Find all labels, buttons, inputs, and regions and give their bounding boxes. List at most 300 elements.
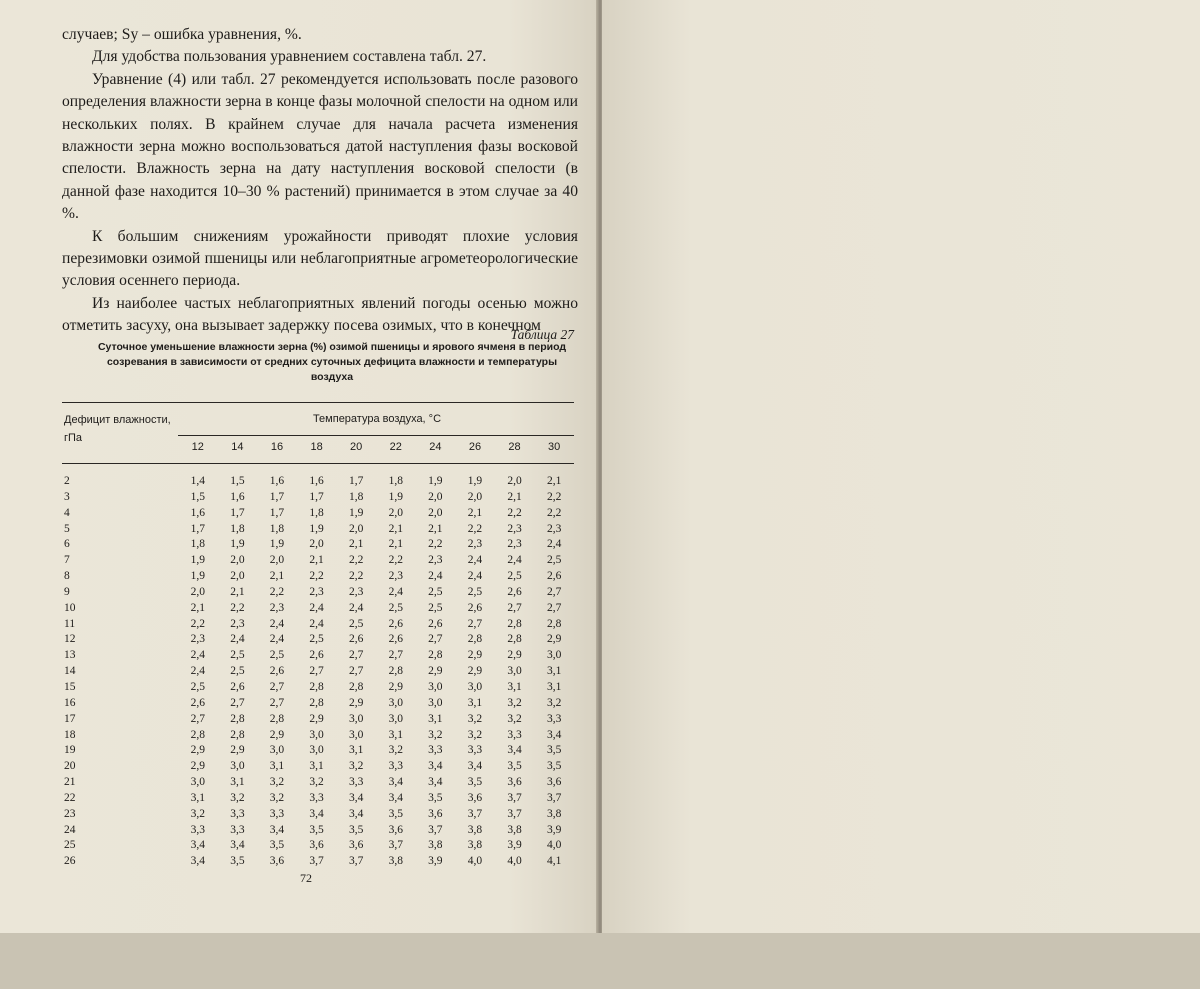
row-key-cell: 5: [64, 522, 70, 535]
table-cell: 2,0: [507, 475, 522, 487]
row-key-cell: 7: [64, 554, 70, 567]
temperature-header-cell: 26: [468, 441, 482, 453]
table-cell: 2,0: [348, 522, 364, 535]
table-row: [62, 601, 574, 617]
table-cell: 3,0: [230, 760, 245, 773]
table-cell: 3,5: [546, 760, 562, 773]
table-cell: 2,9: [230, 744, 245, 757]
table-cell: 2,4: [309, 601, 324, 614]
table-row: [62, 854, 574, 870]
table-cell: 2,9: [388, 680, 403, 693]
table-cell: 3,8: [388, 855, 403, 868]
row-key-cell: 21: [64, 776, 76, 789]
table-cell: 3,4: [348, 807, 364, 820]
page-number: 72: [300, 871, 312, 885]
table-cell: 3,4: [230, 839, 245, 852]
table-row: [62, 791, 574, 807]
table-cell: 2,0: [269, 554, 285, 567]
table-row: [62, 553, 574, 569]
table-cell: 3,3: [507, 728, 522, 741]
table-cell: 3,3: [467, 744, 483, 757]
table-cell: 2,8: [230, 728, 245, 741]
table-cell: 1,9: [230, 538, 245, 551]
row-key-cell: 14: [64, 665, 76, 678]
table-cell: 1,9: [388, 490, 403, 503]
table-body: [62, 464, 574, 870]
table-cell: 2,4: [507, 554, 522, 567]
table-cell: 3,4: [428, 760, 443, 773]
table-cell: 2,8: [230, 712, 245, 725]
table-cell: 2,9: [190, 744, 205, 757]
table-cell: 3,1: [546, 665, 562, 678]
table-cell: 2,6: [269, 665, 285, 678]
table-cell: 3,7: [309, 855, 324, 868]
table-cell: 2,6: [546, 570, 562, 583]
row-key-cell: 11: [64, 617, 76, 630]
table-cell: 3,4: [269, 823, 285, 836]
table-row: [62, 506, 574, 522]
table-row: [62, 743, 574, 759]
temperature-header-cell: 28: [508, 441, 521, 453]
row-key-cell: 10: [64, 601, 76, 614]
table-cell: 3,2: [388, 744, 403, 757]
right-page: [602, 0, 1200, 933]
header-subrule: [178, 435, 574, 436]
table-row: [62, 585, 574, 601]
table-cell: 2,7: [388, 649, 403, 662]
table-cell: 2,9: [269, 728, 285, 741]
table-cell: 2,3: [190, 633, 205, 646]
table-cell: 3,6: [309, 839, 324, 852]
table-cell: 2,9: [467, 649, 483, 662]
table-cell: 1,9: [467, 475, 483, 487]
row-key-cell: 8: [64, 570, 70, 583]
table-cell: 3,9: [428, 855, 443, 868]
table-cell: 1,7: [309, 490, 324, 503]
table-cell: 3,6: [388, 823, 403, 836]
table-cell: 2,9: [428, 665, 443, 678]
table-cell: 2,2: [348, 570, 364, 583]
table-cell: 2,7: [230, 696, 245, 709]
table-cell: 1,4: [190, 475, 205, 487]
paragraph: Из наиболее частых неблагоприятных явлений погоды осенью можно отметить засуху, она вызывает задержку посева озимых, что в конечном: [62, 294, 578, 335]
table-cell: 3,8: [546, 807, 562, 820]
table-cell: 2,5: [388, 601, 403, 614]
table-cell: 2,2: [388, 554, 403, 567]
table-cell: 2,1: [467, 506, 483, 519]
temperature-columns: [178, 441, 574, 453]
table-cell: 3,0: [388, 696, 403, 709]
table-cell: 2,5: [546, 554, 562, 567]
table-cell: 3,7: [467, 807, 483, 820]
table-cell: 2,2: [190, 617, 205, 630]
table-cell: 2,8: [428, 649, 443, 662]
table-cell: 2,4: [467, 554, 483, 567]
table-row: [62, 474, 574, 490]
row-key-cell: 4: [64, 506, 70, 519]
table-row: [62, 759, 574, 775]
table-cell: 4,0: [507, 855, 522, 868]
table-cell: 3,2: [507, 712, 522, 725]
table-cell: 2,4: [190, 649, 205, 662]
table-row: [62, 680, 574, 696]
row-key-cell: 18: [64, 728, 76, 741]
table-cell: 3,5: [388, 807, 403, 820]
table-cell: 2,2: [467, 522, 483, 535]
table-cell: 1,8: [309, 506, 324, 519]
table-cell: 2,7: [428, 633, 443, 646]
table-cell: 4,0: [467, 855, 483, 868]
table-cell: 1,7: [269, 490, 285, 503]
table-cell: 2,5: [507, 570, 522, 583]
table-cell: 2,0: [230, 570, 245, 583]
table-title: Суточное уменьшение влажности зерна (%) озимой пшеницы и ярового ячменя в период созревания в зависимости от средних суточных дефицита влажности и температуры воздуха: [97, 341, 567, 383]
table-cell: 3,3: [428, 744, 443, 757]
table-cell: 3,0: [348, 728, 364, 741]
table-cell: 2,5: [230, 665, 245, 678]
column-header-deficit: Дефицит влажности, гПа: [64, 414, 171, 444]
table-cell: 2,6: [507, 585, 522, 598]
table-cell: 3,4: [428, 776, 443, 789]
table-cell: 3,4: [388, 776, 403, 789]
table-cell: 2,7: [507, 601, 522, 614]
table-cell: 1,8: [230, 522, 245, 535]
table-cell: 2,1: [388, 522, 403, 535]
table-cell: 3,0: [428, 680, 443, 693]
table-cell: 2,6: [190, 696, 205, 709]
table-cell: 3,0: [348, 712, 364, 725]
table-cell: 3,1: [507, 680, 522, 693]
row-key-cell: 16: [64, 696, 76, 709]
table-cell: 3,3: [269, 807, 285, 820]
row-key-cell: 15: [64, 680, 76, 693]
table-row: [62, 775, 574, 791]
temperature-header-cell: 30: [548, 441, 561, 453]
row-key-cell: 17: [64, 712, 76, 725]
table-cell: 3,4: [546, 728, 562, 741]
table-cell: 2,2: [269, 585, 285, 598]
table-cell: 1,8: [190, 538, 205, 551]
table-cell: 2,3: [467, 538, 483, 551]
left-page-text: [62, 24, 578, 338]
temperature-header-cell: 24: [429, 441, 442, 453]
temperature-header-cell: 18: [310, 441, 323, 453]
table-cell: 2,7: [348, 649, 364, 662]
table-cell: 2,0: [309, 538, 324, 551]
table-cell: 2,2: [309, 570, 324, 583]
table-cell: 3,8: [507, 823, 522, 836]
row-key-cell: 26: [64, 855, 76, 868]
table-cell: 2,5: [428, 601, 443, 614]
table-cell: 3,5: [467, 776, 483, 789]
table-cell: 2,2: [348, 554, 364, 567]
table-cell: 3,7: [388, 839, 403, 852]
table-cell: 2,1: [309, 554, 324, 567]
table-cell: 2,7: [467, 617, 483, 630]
table-cell: 3,6: [467, 791, 483, 804]
table-cell: 3,3: [190, 823, 205, 836]
temperature-header-cell: 20: [350, 441, 363, 453]
table-cell: 2,9: [309, 712, 324, 725]
table-cell: 2,5: [309, 633, 324, 646]
table-cell: 2,2: [546, 506, 562, 519]
table-row: [62, 648, 574, 664]
table-cell: 3,0: [388, 712, 403, 725]
table-cell: 2,2: [546, 490, 562, 503]
table-cell: 3,1: [546, 680, 562, 693]
row-key-cell: 6: [64, 538, 70, 551]
table-cell: 3,6: [269, 855, 285, 868]
table-cell: 2,0: [428, 506, 443, 519]
table-cell: 3,0: [269, 744, 285, 757]
table-cell: 2,4: [309, 617, 324, 630]
table-cell: 1,7: [230, 506, 245, 519]
table-cell: 1,6: [230, 490, 245, 503]
table-cell: 2,3: [348, 585, 364, 598]
table-cell: 2,1: [190, 601, 205, 614]
table-cell: 2,8: [507, 617, 522, 630]
table-row: [62, 838, 574, 854]
table-cell: 3,6: [348, 839, 364, 852]
table-cell: 2,7: [190, 712, 205, 725]
table-cell: 3,2: [269, 791, 285, 804]
row-key-cell: 22: [64, 791, 76, 804]
table-cell: 3,4: [309, 807, 324, 820]
table-cell: 3,4: [467, 760, 483, 773]
table-cell: 2,0: [230, 554, 245, 567]
table-cell: 3,2: [467, 728, 483, 741]
table-cell: 1,7: [348, 475, 364, 487]
table-cell: 2,3: [546, 522, 562, 535]
table-cell: 2,4: [388, 585, 403, 598]
table-cell: 3,0: [467, 680, 483, 693]
table-cell: 2,0: [428, 490, 443, 503]
table-cell: 2,4: [546, 538, 562, 551]
table-cell: 3,5: [230, 855, 245, 868]
table-cell: 2,7: [546, 585, 562, 598]
table-label: Таблица 27: [510, 327, 574, 342]
table-cell: 2,4: [467, 570, 483, 583]
table-cell: 3,6: [428, 807, 443, 820]
table-cell: 1,6: [190, 506, 205, 519]
table-row: [62, 807, 574, 823]
table-row: [62, 712, 574, 728]
table-cell: 1,5: [230, 475, 245, 487]
table-cell: 3,9: [507, 839, 522, 852]
table-cell: 2,6: [388, 633, 403, 646]
table-cell: 3,4: [348, 791, 364, 804]
paragraph: Уравнение (4) или табл. 27 рекомендуется использовать после разового определения влажности зерна в конце фазы молочной спелости на одном или нескольких полях. В крайнем случае для начала расчета изменения влажности зерна можно воспользоваться датой наступления фазы восковой спелости. Влажность зерна на дату наступления восковой спелости (в данной фазе находится 10–30 % растений) принимается в этом случае за 40 %.: [62, 70, 578, 223]
table-cell: 1,8: [388, 475, 403, 487]
table-cell: 2,6: [467, 601, 483, 614]
table-cell: 3,4: [190, 855, 205, 868]
paragraph: Для удобства пользования уравнением составлена табл. 27.: [92, 48, 487, 66]
table-cell: 2,1: [230, 585, 245, 598]
table-cell: 2,5: [190, 680, 205, 693]
table-cell: 2,7: [269, 696, 285, 709]
row-key-cell: 9: [64, 585, 70, 598]
row-key-cell: 12: [64, 633, 76, 646]
table-cell: 2,0: [388, 506, 403, 519]
table-cell: 4,1: [546, 855, 562, 868]
table-cell: 3,3: [230, 807, 245, 820]
table-cell: 3,1: [190, 791, 205, 804]
table-cell: 3,1: [309, 760, 324, 773]
table-cell: 3,2: [428, 728, 443, 741]
paragraph: случаев; Sy – ошибка уравнения, %.: [62, 26, 302, 43]
table-cell: 3,2: [269, 776, 285, 789]
table-cell: 3,4: [388, 791, 403, 804]
table-cell: 2,3: [269, 601, 285, 614]
table-row: [62, 569, 574, 585]
table-row: [62, 728, 574, 744]
table-cell: 3,5: [309, 823, 324, 836]
table-cell: 2,2: [507, 506, 522, 519]
table-cell: 3,0: [309, 744, 324, 757]
temperature-header-cell: 14: [231, 441, 244, 453]
table-cell: 1,7: [190, 522, 205, 535]
temperature-header-cell: 16: [270, 441, 284, 453]
table-cell: 3,6: [546, 776, 562, 789]
table-cell: 2,4: [269, 633, 285, 646]
table-cell: 3,2: [507, 696, 522, 709]
table-cell: 3,1: [348, 744, 364, 757]
table-cell: 3,1: [428, 712, 443, 725]
table-cell: 2,8: [348, 680, 364, 693]
table-cell: 3,1: [230, 776, 245, 789]
table-cell: 3,4: [190, 839, 205, 852]
table-cell: 3,0: [190, 776, 205, 789]
table-cell: 3,0: [309, 728, 324, 741]
table-cell: 2,6: [428, 617, 443, 630]
table-cell: 1,9: [190, 570, 205, 583]
table-cell: 3,2: [348, 760, 364, 773]
table-cell: 2,8: [546, 617, 562, 630]
table-cell: 1,8: [348, 490, 364, 503]
table-cell: 2,4: [428, 570, 443, 583]
table-cell: 2,6: [309, 649, 324, 662]
table-cell: 3,3: [546, 712, 562, 725]
table-cell: 1,9: [348, 506, 364, 519]
table-cell: 3,5: [428, 791, 443, 804]
table-cell: 2,1: [546, 475, 562, 487]
table-cell: 2,3: [309, 585, 324, 598]
left-page: [0, 0, 598, 933]
table-cell: 2,5: [428, 585, 443, 598]
table-cell: 2,5: [467, 585, 483, 598]
table-cell: 3,9: [546, 823, 562, 836]
table-cell: 2,8: [190, 728, 205, 741]
table-cell: 3,3: [309, 791, 324, 804]
table-cell: 3,8: [467, 823, 483, 836]
table-cell: 2,1: [428, 522, 443, 535]
table-cell: 3,5: [269, 839, 285, 852]
table-cell: 2,9: [467, 665, 483, 678]
table-cell: 2,3: [388, 570, 403, 583]
table-cell: 1,9: [309, 522, 324, 535]
data-table: [62, 402, 574, 870]
table-cell: 2,0: [190, 585, 205, 598]
table-cell: 2,3: [507, 522, 522, 535]
table-row: [62, 537, 574, 553]
row-key-cell: 24: [64, 823, 76, 836]
table-row: [62, 522, 574, 538]
table-cell: 3,0: [428, 696, 443, 709]
table-cell: 3,7: [348, 855, 364, 868]
table-cell: 3,2: [309, 776, 324, 789]
table-cell: 2,4: [230, 633, 245, 646]
table-cell: 3,3: [230, 823, 245, 836]
table-cell: 2,1: [507, 490, 522, 503]
table-cell: 2,7: [309, 665, 324, 678]
table-cell: 2,4: [269, 617, 285, 630]
table-cell: 3,0: [546, 649, 562, 662]
table-cell: 3,3: [348, 776, 364, 789]
table-row: [62, 632, 574, 648]
temperature-header-cell: 12: [191, 441, 204, 453]
row-key-cell: 20: [64, 760, 76, 773]
table-cell: 2,3: [230, 617, 245, 630]
table-row: [62, 696, 574, 712]
table-cell: 3,2: [230, 791, 245, 804]
table-cell: 1,8: [269, 522, 285, 535]
table-cell: 2,7: [546, 601, 562, 614]
table-cell: 2,6: [348, 633, 364, 646]
table-cell: 3,7: [507, 807, 522, 820]
table-cell: 3,5: [348, 823, 364, 836]
table-cell: 2,8: [467, 633, 483, 646]
table-row: [62, 664, 574, 680]
table-cell: 3,6: [507, 776, 522, 789]
table-cell: 2,9: [190, 760, 205, 773]
table-row: [62, 823, 574, 839]
table-cell: 2,4: [190, 665, 205, 678]
row-key-cell: 3: [64, 490, 70, 503]
table-cell: 2,1: [388, 538, 403, 551]
table-cell: 3,3: [388, 760, 403, 773]
row-key-cell: 2: [64, 475, 70, 487]
table-cell: 3,7: [546, 791, 562, 804]
table-cell: 3,4: [507, 744, 522, 757]
table-cell: 2,8: [269, 712, 285, 725]
table-cell: 2,8: [507, 633, 522, 646]
table-cell: 1,9: [190, 554, 205, 567]
table-cell: 2,1: [348, 538, 364, 551]
table-cell: 1,6: [269, 475, 285, 487]
table-cell: 3,1: [269, 760, 285, 773]
table-cell: 3,7: [428, 823, 443, 836]
table-cell: 2,6: [230, 680, 245, 693]
table-cell: 1,5: [190, 490, 205, 503]
table-cell: 2,6: [388, 617, 403, 630]
table-cell: 2,8: [388, 665, 403, 678]
table-row: [62, 490, 574, 506]
table-cell: 3,2: [467, 712, 483, 725]
column-header-temperature: Температура воздуха, °С: [312, 413, 442, 425]
table-cell: 2,2: [230, 601, 245, 614]
table-cell: 2,8: [309, 680, 324, 693]
table-cell: 2,3: [428, 554, 443, 567]
table-cell: 3,1: [467, 696, 483, 709]
table-cell: 2,7: [348, 665, 364, 678]
table-cell: 4,0: [546, 839, 562, 852]
table-cell: 3,8: [428, 839, 443, 852]
table-cell: 2,5: [348, 617, 364, 630]
table-cell: 3,7: [507, 791, 522, 804]
row-key-cell: 25: [64, 839, 76, 852]
table-cell: 1,9: [269, 538, 285, 551]
row-key-cell: 13: [64, 649, 76, 662]
